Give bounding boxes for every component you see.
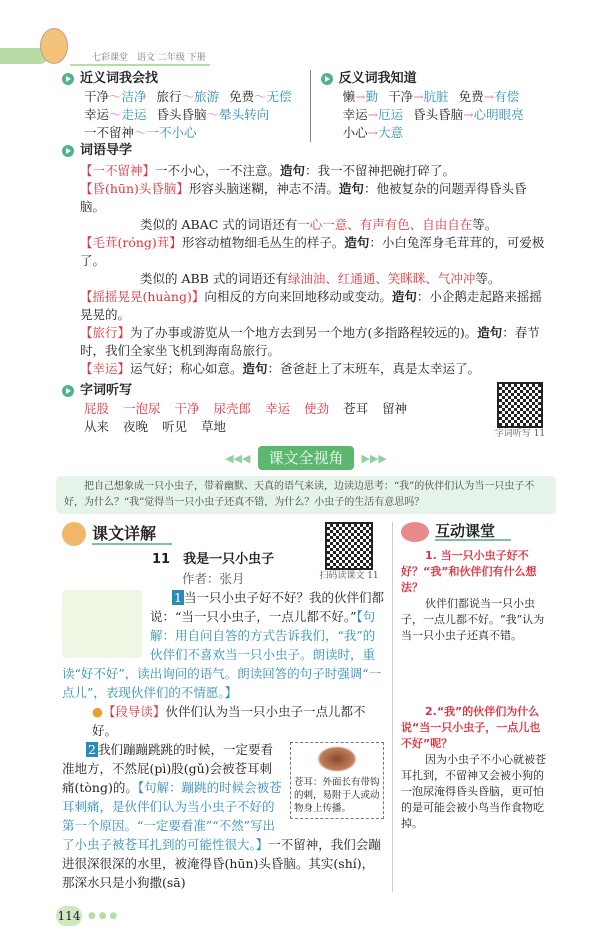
pair-row — [343, 106, 550, 124]
dictation-body — [62, 382, 421, 436]
vocab-entry: 【毛茸(róng)茸】形容动植物细毛丛生的样子。造句：小白兔浑身毛茸茸的，可爱极了。 类似的 ABB 式的词语还有绿油油、红通通、笑眯眯、气冲冲等。 — [80, 235, 545, 286]
lesson-section — [62, 522, 550, 892]
page-content — [0, 66, 600, 902]
banner-title: 课文全视角 — [258, 446, 353, 470]
word-relations — [62, 70, 550, 142]
vocab-title: 词语导学 — [80, 143, 133, 158]
vocab-entry: 【幸运】运气好；称心如意。造句：爸爸赶上了末班车，真是太幸运了。 — [80, 361, 481, 376]
lesson-header — [62, 522, 384, 588]
pair-row — [84, 88, 302, 106]
synonyms-title: 近义词我会找 — [80, 71, 159, 86]
paragraph-number: 1 — [174, 590, 182, 605]
paragraph-text: 我们蹦蹦跳跳的时候，一定要看准地方，不然屁(pì)股(gǔ)会被苍耳刺痛(tòng)的。 — [62, 742, 273, 795]
paragraph-text: 当一只小虫子好不好？我的伙伴们都说：“当一只小虫子，一点儿都不好。” — [150, 590, 384, 624]
word-pair: 干净→肮脏 — [388, 89, 449, 104]
mascot-icon — [62, 522, 86, 546]
burr-image — [317, 746, 357, 772]
dictation-word: 从来 — [84, 419, 110, 434]
qr-caption: 扫码读课文 11 — [319, 571, 379, 581]
word-pair: 小心→大意 — [342, 125, 404, 140]
intro-text: 把自己想象成一只小虫子，带着幽默、天真的语气来读，边读边思考：“我”的伙伴们认为当一只虫子不好，为什么？“我”觉得当一只小虫子还真不错，为什么？小虫子的生活有意思吗？ — [64, 481, 535, 508]
play-bullet-icon — [321, 73, 333, 85]
paragraph-number: 2 — [88, 742, 96, 757]
bulb-icon: ● — [92, 704, 103, 719]
guide-text: 伙伴们认为当一只小虫子一点儿都不好。 — [92, 704, 366, 738]
vocab-heading — [62, 142, 550, 160]
pair-row — [84, 124, 302, 142]
dictation-words — [62, 400, 421, 436]
dictation-heading — [62, 382, 421, 400]
qr-code-dictation[interactable] — [497, 382, 543, 428]
vocab-entry: 【一不留神】一不小心，一不注意。造句：我一不留神把碗打碎了。 — [80, 163, 456, 178]
word-pair: 幸运→厄运 — [342, 107, 404, 122]
cricket-illustration — [62, 590, 142, 658]
dictation-section — [62, 382, 550, 440]
caption-box — [290, 742, 384, 819]
antonyms-title: 反义词我知道 — [338, 71, 417, 86]
mascot-icon — [40, 28, 68, 64]
qr-code-lesson[interactable] — [325, 522, 373, 570]
author: 作者：张月 — [182, 571, 245, 586]
dictation-word: 干净 — [174, 401, 200, 416]
vocab-entry: 【旅行】为了办事或游览从一个地方去到另一个地方(多指路程较远的)。造句：春节时，我们全家坐飞机到海南岛旅行。 — [80, 325, 540, 358]
word-pair: 昏头昏脑～晕头转向 — [156, 107, 270, 122]
question: 1. 当一只小虫子好不好？“我”和伙伴们有什么想法？ — [401, 549, 537, 594]
word-pair: 免费→有偿 — [458, 89, 520, 104]
qr-block — [314, 522, 384, 582]
dictation-title: 字词听写 — [80, 383, 133, 398]
paragraph-continued: 一不留神，我们会蹦进很深很深的水里，被淹得昏(hūn)头昏脑。其实(shí)，那深水只是小狗撒(sā) — [62, 837, 381, 890]
vocab-entry: 【昏(hūn)头昏脑】形容头脑迷糊，神志不清。造句：他被复杂的问题弄得昏头昏脑。 类似的 ABAC 式的词语还有一心一意、有声有色、自由自在等。 — [80, 181, 527, 232]
page-footer — [0, 902, 600, 934]
word-pair: 昏头昏脑→心明眼亮 — [413, 107, 524, 122]
header-line — [70, 64, 210, 66]
dictation-word: 听见 — [162, 419, 188, 434]
page-header — [0, 0, 600, 66]
play-bullet-icon — [62, 145, 74, 157]
pair-row — [343, 124, 550, 142]
word-pair: 干净～洁净 — [84, 89, 147, 104]
word-pair: 免费～无偿 — [229, 89, 292, 104]
right-arrows-icon: ▶▶▶ — [361, 451, 387, 465]
section-heading — [62, 522, 274, 546]
answer: 伙伴们都说当一只小虫子，一点儿都不好。“我”认为当一只小虫子还真不错。 — [401, 597, 545, 642]
interactive-column — [393, 522, 550, 892]
dictation-word: 尿壳郎 — [213, 401, 252, 416]
answer: 因为小虫子不小心就被苍耳扎到，不留神又会被小狗的一泡尿淹得昏头昏脑，更可怕的是可能会被小鸟当作食物吃掉。 — [401, 753, 546, 830]
sentence-note: 【句解：蹦跳的时候会被苍耳刺痛，是伙伴们认为当小虫子不好的第一个原因。“一定要看准”“不然”写出了小虫子被苍耳扎到的可能性很大。】 — [62, 780, 282, 852]
strawberry-icon — [401, 522, 429, 542]
qr-block — [490, 382, 550, 440]
vocab-list — [62, 162, 550, 378]
dictation-word: 使劲 — [304, 401, 330, 416]
page-number: 114 — [56, 906, 82, 926]
dictation-word: 幸运 — [265, 401, 291, 416]
interactive-title: 互动课堂 — [435, 523, 511, 541]
antonyms-heading — [321, 70, 550, 88]
lesson-heading-block — [62, 522, 274, 588]
sentence-note: 【句解：用自问自答的方式告诉我们，“我”的伙伴们不喜欢当一只小虫子。朗读时，重读“好不好”，读出询问的语气。朗读回答的句子时强调“一点儿”，表现伙伴们的不情愿。】 — [62, 609, 382, 700]
word-pair: 旅行～旅游 — [156, 89, 220, 104]
vocab-entry: 【摇摇晃晃(huàng)】向相反的方向来回地移动或变动。造句：小企鹅走起路来摇摇晃晃的。 — [80, 289, 542, 322]
lesson-body — [62, 588, 384, 892]
interactive-heading — [401, 522, 550, 542]
word-pair: 幸运～走运 — [84, 107, 147, 122]
play-bullet-icon — [62, 385, 74, 397]
caption-text: 苍耳：外面长有带钩的刺，易附于人或动物身上传播。 — [294, 777, 380, 814]
pair-row — [343, 88, 550, 106]
qr-caption: 字词听写 11 — [494, 429, 546, 439]
dictation-word: 留神 — [382, 401, 408, 416]
antonyms-list — [321, 88, 550, 142]
antonyms-section — [311, 70, 550, 142]
dictation-word: 屁股 — [84, 401, 110, 416]
lesson-column — [62, 522, 393, 892]
dictation-word: 草地 — [201, 419, 227, 434]
synonyms-heading — [62, 70, 302, 88]
guide-label: 【段导读】 — [102, 704, 166, 719]
book-title: 七彩课堂 语文 二年级 下册 — [92, 53, 206, 63]
dictation-word: 一泡尿 — [123, 401, 161, 416]
banner-row — [62, 446, 550, 470]
word-pair: 一不留神～一不小心 — [84, 125, 197, 140]
lesson-title: 11 我是一只小虫子 — [152, 552, 275, 567]
left-arrows-icon: ◀◀◀ — [225, 451, 251, 465]
pair-row — [84, 106, 302, 124]
intro-box — [56, 476, 556, 514]
synonyms-section — [62, 70, 311, 142]
synonyms-list — [62, 88, 302, 142]
play-bullet-icon — [62, 73, 74, 85]
dots-decoration: ● ● ● — [88, 911, 118, 921]
section-title: 课文详解 — [92, 524, 172, 545]
dictation-word: 夜晚 — [123, 419, 149, 434]
dictation-word: 苍耳 — [343, 401, 369, 416]
word-pair: 懒→勤 — [342, 89, 379, 104]
question: 2.“我”的伙伴们为什么说“当一只小虫子，一点儿也不好”呢？ — [401, 705, 541, 750]
